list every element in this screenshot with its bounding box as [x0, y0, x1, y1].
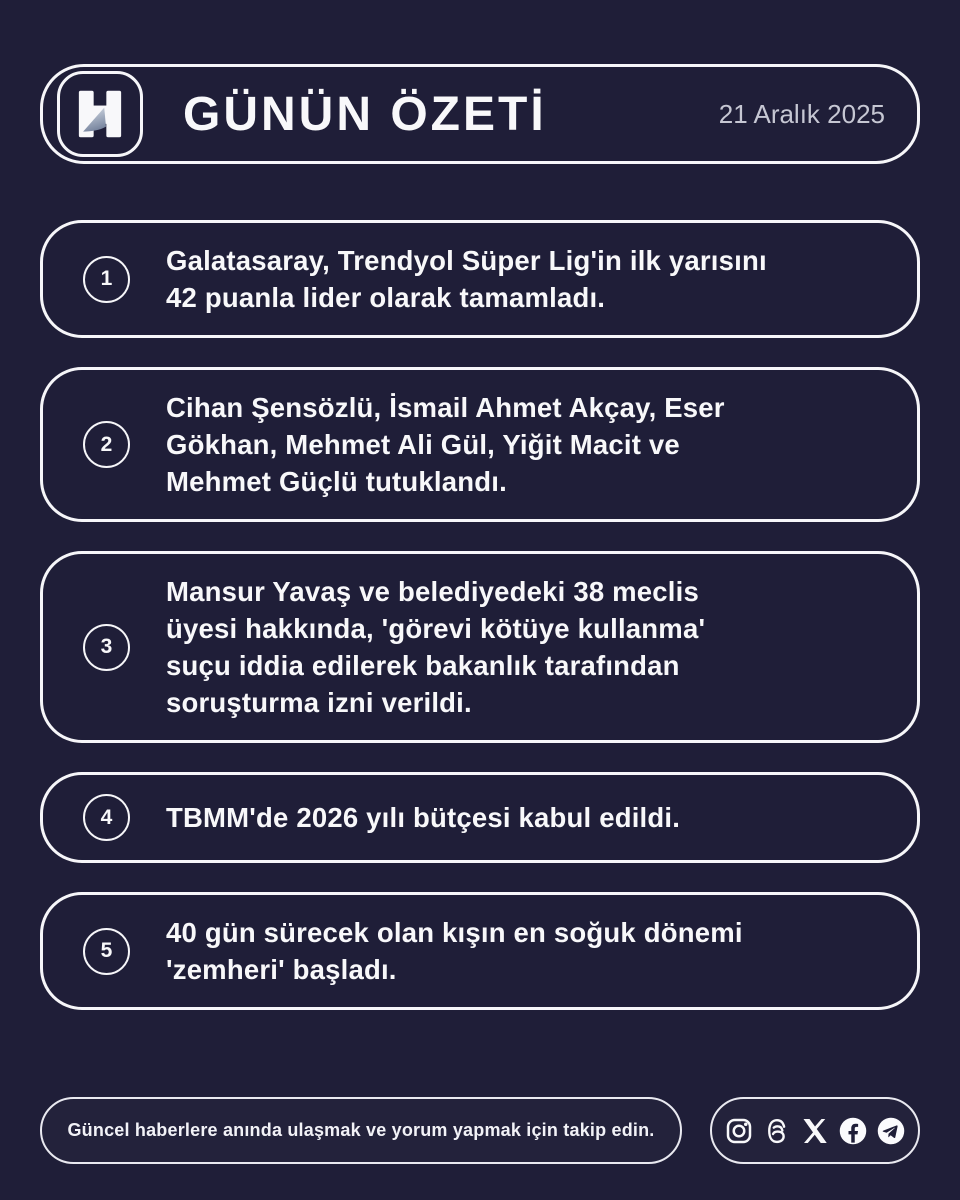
header [40, 64, 920, 164]
item-number: 5 [100, 939, 113, 962]
news-item-3 [40, 551, 920, 743]
news-line: 40 gün sürecek olan kışın en soğuk dönemi [166, 917, 743, 948]
item-number-badge [83, 928, 130, 975]
news-line: soruşturma izni verildi. [166, 687, 472, 718]
facebook-icon[interactable] [838, 1116, 868, 1146]
item-number-badge [83, 794, 130, 841]
news-list [40, 220, 920, 1010]
telegram-icon[interactable] [876, 1116, 906, 1146]
footer [40, 1097, 920, 1164]
instagram-icon[interactable] [724, 1116, 754, 1146]
news-line: Mansur Yavaş ve belediyedeki 38 meclis [166, 576, 699, 607]
date-label: 21 Aralık 2025 [718, 98, 885, 129]
news-line: suçu iddia edilerek bakanlık tarafından [166, 650, 680, 681]
item-number-badge [83, 624, 130, 671]
item-number: 3 [100, 635, 113, 658]
news-line: 'zemheri' başladı. [166, 954, 397, 985]
item-number-badge [83, 421, 130, 468]
news-item-text [166, 389, 725, 500]
threads-icon[interactable] [762, 1116, 792, 1146]
news-item-text [166, 914, 743, 988]
news-line: TBMM'de 2026 yılı bütçesi kabul edildi. [166, 802, 681, 833]
app-logo [57, 71, 143, 157]
news-line: Mehmet Güçlü tutuklandı. [166, 466, 507, 497]
item-number: 4 [100, 805, 113, 829]
follow-cta [40, 1097, 682, 1164]
news-line: 42 puanla lider olarak tamamladı. [166, 282, 606, 313]
item-number: 2 [100, 432, 113, 456]
h-cursor-logo-icon [69, 83, 131, 145]
news-line: Gökhan, Mehmet Ali Gül, Yiğit Macit ve [166, 429, 680, 460]
social-links [710, 1097, 920, 1164]
news-item-5 [40, 892, 920, 1010]
follow-cta-text: Güncel haberlere anında ulaşmak ve yorum yapmak için takip edin. [67, 1120, 655, 1140]
news-line: Cihan Şensözlü, İsmail Ahmet Akçay, Eser [166, 392, 725, 423]
news-item-text [166, 573, 705, 721]
news-line: Galatasaray, Trendyol Süper Lig'in ilk yarısını [166, 245, 767, 276]
news-item-text [166, 799, 680, 836]
news-item-1 [40, 220, 920, 338]
item-number: 1 [100, 267, 113, 290]
item-number-badge [83, 256, 130, 303]
news-item-4 [40, 772, 920, 863]
news-line: üyesi hakkında, 'görevi kötüye kullanma' [166, 613, 706, 644]
page-title: GÜNÜN ÖZETİ [183, 87, 547, 141]
x-twitter-icon[interactable] [800, 1116, 830, 1146]
news-item-text [166, 242, 767, 316]
news-item-2 [40, 367, 920, 522]
